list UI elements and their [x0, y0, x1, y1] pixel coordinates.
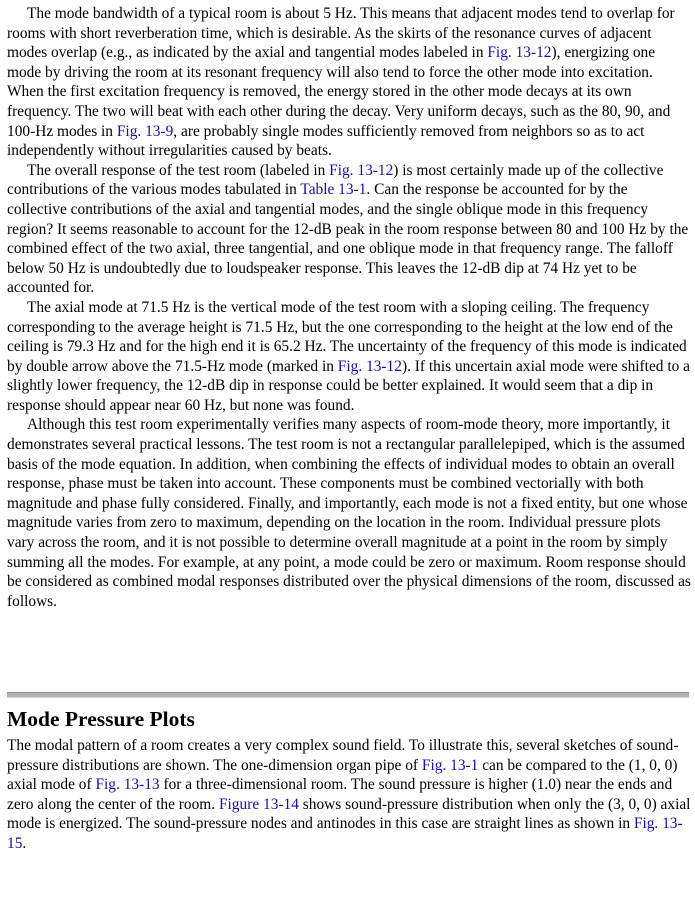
- link-fig-13-9[interactable]: Fig. 13-9: [116, 122, 174, 140]
- text-run: ) is most certainly made up of the collective contributions of the various modes tabulated in: [7, 161, 664, 199]
- text-run: . Can the response be accounted for by the collective contributions of the axial and tangential modes, and the single oblique mode in this frequency region? It seems reasonable to account for the 12-dB peak in the room response between 80 and 100 Hz by the combined effect of the two axial, three tangential, and one oblique mode in that frequency range. The falloff below 50 Hz is undoubtedly due to loudspeaker response. This leaves the 12-dB dip at 74 Hz yet to be accounted for.: [7, 181, 689, 297]
- text-run: , are probably single modes sufficiently removed from neighbors so as to act independently without irregularities caused by beats.: [7, 122, 645, 160]
- body-text: [7, 4, 691, 611]
- paragraph-2: [7, 161, 691, 298]
- paragraph-4: [7, 415, 691, 611]
- text-run: ). If this uncertain axial mode were shifted to a slightly lower frequency, the 12-dB dip in response could be better explained. It would seem that a dip in response should appear near 60 Hz, but none was found.: [7, 357, 690, 414]
- paragraph-3: [7, 298, 691, 416]
- link-fig-13-13[interactable]: Fig. 13-13: [95, 776, 160, 794]
- link-fig-13-12[interactable]: Fig. 13-12: [337, 357, 402, 375]
- text-run: shows sound-pressure distribution when only the (3, 0, 0) axial mode is energized. The sound-pressure nodes and antinodes in this case are straight lines as shown in: [7, 795, 691, 833]
- text-run: ), energizing one mode by driving the room at its resonant frequency will also tend to force the other mode into excitation. When the first excitation frequency is removed, the energy stored in the other mode decays at its own frequency. The two will beat with each other during the decay. Very uniform decays, such as the 80, 90, and 100-Hz modes in: [7, 44, 671, 140]
- link-fig-13-12[interactable]: Fig. 13-12: [487, 44, 552, 62]
- text-run: Although this test room experimentally verifies many aspects of room-mode theory, more importantly, it demonstrates several practical lessons. The test room is not a rectangular parallelepiped, which is the assumed basis of the mode equation. In addition, when combining the effects of individual modes to obtain an overall response, phase must be taken into account. These components must be combined vectorially with both magnitude and phase fully considered. Finally, and importantly, each mode is not a fixed entity, but one whose magnitude varies from zero to maximum, depending on the location in the room. Individual pressure plots vary across the room, and it is not possible to determine overall magnitude at a point in the room by simply summing all the modes. For example, at any point, a mode could be zero or maximum. Room response should be considered as combined modal responses distributed over the physical dimensions of the room, discussed as follows.: [7, 416, 691, 610]
- text-run: .: [22, 834, 27, 852]
- link-figure-13-14[interactable]: Figure 13-14: [218, 795, 299, 813]
- section-body: [7, 736, 691, 854]
- text-run: The axial mode at 71.5 Hz is the vertical mode of the test room with a sloping ceiling. The frequency corresponding to the average height is 71.5 Hz, but the one corresponding to the height at the low end of the ceiling is 79.3 Hz and for the high end it is 65.2 Hz. The uncertainty of the frequency of this mode is indicated by double arrow above the 71.5-Hz mode (marked in: [7, 298, 687, 375]
- section-heading: Mode Pressure Plots: [7, 707, 195, 731]
- link-fig-13-12[interactable]: Fig. 13-12: [329, 161, 394, 179]
- paragraph-1: [7, 4, 691, 161]
- text-run: The modal pattern of a room creates a very complex sound field. To illustrate this, several sketches of sound-pressure distributions are shown. The one-dimension organ pipe of: [7, 737, 679, 774]
- text-run: can be compared to the (1, 0, 0) axial mode of: [7, 756, 678, 794]
- link-table-13-1[interactable]: Table 13-1: [300, 181, 367, 199]
- link-fig-13-15[interactable]: Fig. 13-15: [7, 815, 683, 852]
- text-run: for a three-dimensional room. The sound pressure is higher (1.0) near the ends and zero along the center of the room.: [7, 776, 673, 813]
- text-run: The mode bandwidth of a typical room is about 5 Hz. This means that adjacent modes tend to overlap for rooms with short reverberation time, which is desirable. As the skirts of the resonance curves of adjacent modes overlap (e.g., as indicated by the axial and tangential modes labeled in: [7, 5, 675, 62]
- section-divider: [7, 692, 689, 698]
- section-paragraph: [7, 736, 691, 854]
- text-run: The overall response of the test room (labeled in: [27, 161, 330, 179]
- link-fig-13-1[interactable]: Fig. 13-1: [421, 756, 479, 774]
